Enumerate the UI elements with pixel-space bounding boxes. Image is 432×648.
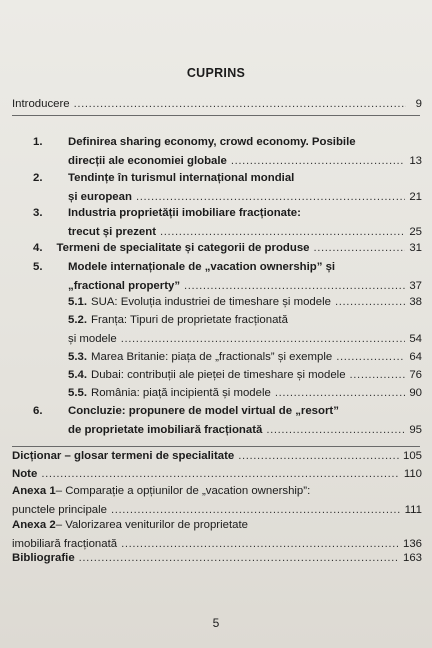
toc-num: 2.	[33, 172, 43, 184]
appendix-page: 111	[404, 504, 422, 516]
leader-dots	[314, 242, 406, 255]
toc-num: 5.2.	[68, 314, 87, 326]
leader-dots	[160, 226, 405, 239]
toc-num: 5.	[33, 261, 43, 273]
toc-label-line1: Definirea sharing economy, crowd economy. Posibile	[68, 136, 356, 148]
toc-label-line1: Modele internaționale de „vacation ownership” și	[68, 261, 336, 273]
toc-label-line2: și modele	[68, 333, 117, 345]
appendix-bibliography	[12, 552, 422, 565]
appendix-label: Dicționar – glosar termeni de specialitate	[12, 450, 235, 462]
leader-dots	[238, 450, 399, 463]
toc-page: 76	[409, 369, 422, 381]
toc-num: 4.	[33, 242, 43, 254]
leader-dots	[74, 98, 406, 111]
toc-entry-5-5	[12, 387, 422, 400]
toc-entry-5-4	[12, 369, 422, 382]
divider	[12, 115, 420, 116]
toc-page: 90	[409, 387, 422, 399]
toc-entry-1	[12, 136, 422, 168]
toc-label: Dubai: contribuții ale pieței de timeshare și modele	[91, 369, 346, 381]
appendix-lead: Anexa 2	[12, 519, 56, 531]
toc-entry-2	[12, 172, 422, 204]
toc-label: Introducere	[12, 98, 70, 110]
toc-label: Marea Britanie: piața de „fractionals” și exemple	[91, 351, 333, 363]
toc-page: 37	[409, 280, 422, 292]
toc-entry-5-3	[12, 351, 422, 364]
toc-entry-4	[12, 242, 422, 255]
leader-dots	[136, 191, 405, 204]
toc-entry-5	[12, 261, 422, 293]
leader-dots	[275, 387, 406, 400]
leader-dots	[121, 333, 406, 346]
toc-label-line1: Industria proprietății imobiliare fracționate:	[68, 207, 301, 219]
toc-entry-intro	[12, 98, 422, 111]
toc-page: 25	[409, 226, 422, 238]
appendix-page: 110	[403, 468, 422, 480]
toc-entry-5-1	[12, 296, 422, 309]
appendix-page: 163	[402, 552, 422, 564]
page-title: CUPRINS	[186, 66, 246, 80]
toc-entry-5-2	[12, 314, 422, 346]
toc-label-line2: trecut și prezent	[68, 226, 156, 238]
appendix-label-line1: – Valorizarea veniturilor de proprietate	[55, 519, 248, 531]
leader-dots	[336, 351, 405, 364]
toc-page: 21	[409, 191, 422, 203]
leader-dots	[335, 296, 405, 309]
toc-page: 64	[409, 351, 422, 363]
appendix-page: 136	[402, 538, 422, 550]
appendix-label-line2: imobiliară fracționată	[12, 538, 118, 550]
leader-dots	[184, 280, 405, 293]
toc-label-line2: și european	[68, 191, 132, 203]
toc-num: 1.	[33, 136, 43, 148]
leader-dots	[79, 552, 399, 565]
page-number: 5	[212, 616, 220, 630]
toc-label-line2: de proprietate imobiliară fracționată	[68, 424, 263, 436]
appendix-anexa-2	[12, 519, 422, 551]
toc-label-line2: „fractional property”	[68, 280, 181, 292]
appendix-label: Note	[12, 468, 38, 480]
leader-dots	[121, 538, 399, 551]
toc-page: 31	[409, 242, 422, 254]
appendix-label-line2: punctele principale	[12, 504, 107, 516]
leader-dots	[41, 468, 400, 481]
toc-label-line1: Concluzie: propunere de model virtual de „resort”	[68, 405, 339, 417]
leader-dots	[111, 504, 401, 517]
leader-dots	[231, 155, 405, 168]
toc-label: SUA: Evoluția industriei de timeshare și modele	[91, 296, 331, 308]
toc-entry-6	[12, 405, 422, 437]
appendix-dictionary	[12, 450, 422, 463]
toc-label-line1: Tendințe în turismul internațional mondial	[68, 172, 295, 184]
toc-num: 3.	[33, 207, 43, 219]
toc-num: 6.	[33, 405, 43, 417]
toc-entry-3	[12, 207, 422, 239]
toc-num: 5.3.	[68, 351, 87, 363]
divider	[12, 446, 420, 447]
toc-page: 38	[409, 296, 422, 308]
leader-dots	[266, 424, 405, 437]
appendix-label: Bibliografie	[12, 552, 75, 564]
toc-page: 54	[409, 333, 422, 345]
appendix-anexa-1	[12, 485, 422, 517]
leader-dots	[350, 369, 406, 382]
appendix-note	[12, 468, 422, 481]
toc-label-line2: direcții ale economiei globale	[68, 155, 227, 167]
toc-label: România: piață incipientă și modele	[91, 387, 271, 399]
toc-page: 95	[409, 424, 422, 436]
toc-page: 9	[415, 98, 422, 110]
toc-num: 5.4.	[68, 369, 87, 381]
toc-num: 5.5.	[68, 387, 87, 399]
toc-label: Termeni de specialitate și categorii de produse	[56, 242, 310, 254]
appendix-page: 105	[402, 450, 422, 462]
toc-page: 13	[409, 155, 422, 167]
appendix-lead: Anexa 1	[12, 485, 56, 497]
appendix-label-line1: – Comparație a opțiunilor de „vacation ownership”:	[55, 485, 311, 497]
toc-num: 5.1.	[68, 296, 87, 308]
toc-label-line1: Franța: Tipuri de proprietate fracționată	[91, 314, 288, 326]
